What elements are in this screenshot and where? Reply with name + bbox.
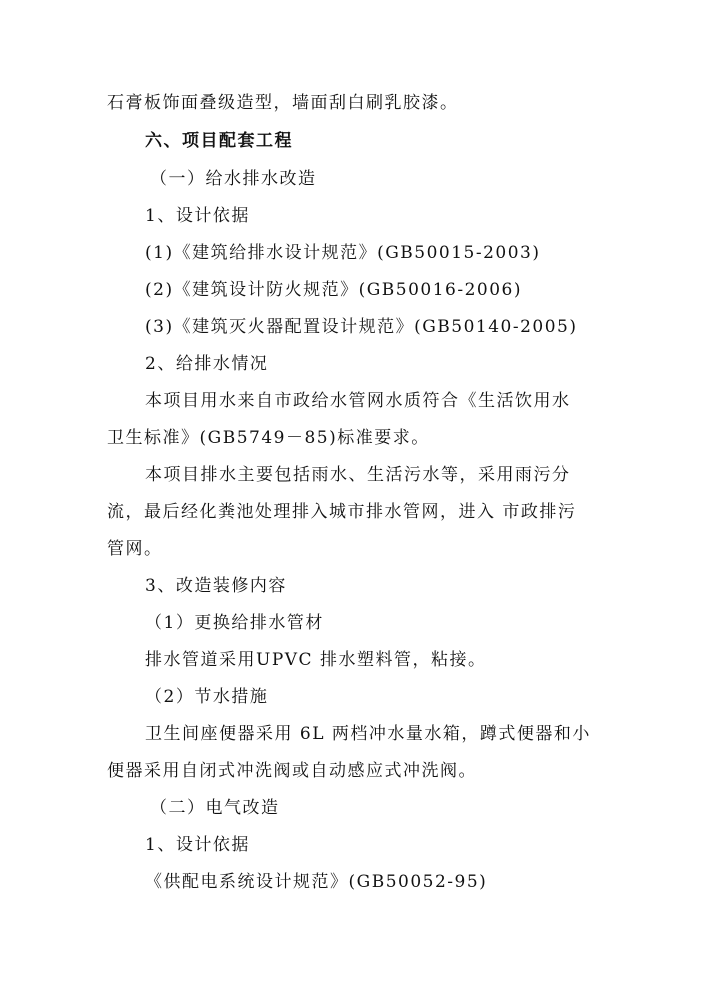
pipe-text: 排水管道采用UPVC 排水塑料管，粘接。 (145, 650, 487, 670)
continuation-line: 石膏板饰面叠级造型，墙面刮白刷乳胶漆。 (107, 93, 459, 113)
paragraph-line: 本项目用水来自市政给水管网水质符合《生活饮用水 (145, 391, 571, 411)
standard-item: (3)《建筑灭火器配置设计规范》(GB50140-2005) (145, 317, 578, 337)
standard-item: (2)《建筑设计防火规范》(GB50016-2006) (145, 280, 523, 300)
paragraph-line: 便器采用自闭式冲洗阀或自动感应式冲洗阀。 (107, 761, 477, 781)
paragraph-line: 卫生间座便器采用 6L 两档冲水量水箱，蹲式便器和小 (145, 724, 591, 744)
paragraph-line: 卫生标准》(GB5749－85)标准要求。 (107, 428, 430, 448)
renovation-heading: 3、改造装修内容 (145, 576, 287, 596)
saving-heading: （2）节水措施 (145, 687, 269, 707)
paragraph-line: 流，最后经化粪池处理排入城市排水管网，进入 市政排污 (107, 502, 577, 522)
water-heading: （一）给水排水改造 (150, 169, 317, 189)
electric-basis-heading: 1、设计依据 (145, 835, 250, 855)
paragraph-line: 本项目排水主要包括雨水、生活污水等，采用雨污分 (145, 465, 571, 485)
paragraph-line: 管网。 (107, 539, 163, 559)
section-heading: 六、项目配套工程 (145, 131, 293, 151)
standard-item: 《供配电系统设计规范》(GB50052-95) (145, 872, 488, 892)
water-situation-heading: 2、给排水情况 (145, 354, 269, 374)
standard-item: (1)《建筑给排水设计规范》(GB50015-2003) (145, 243, 541, 263)
electric-heading: （二）电气改造 (150, 798, 280, 818)
water-basis-heading: 1、设计依据 (145, 206, 250, 226)
pipe-heading: （1）更换给排水管材 (145, 613, 324, 633)
